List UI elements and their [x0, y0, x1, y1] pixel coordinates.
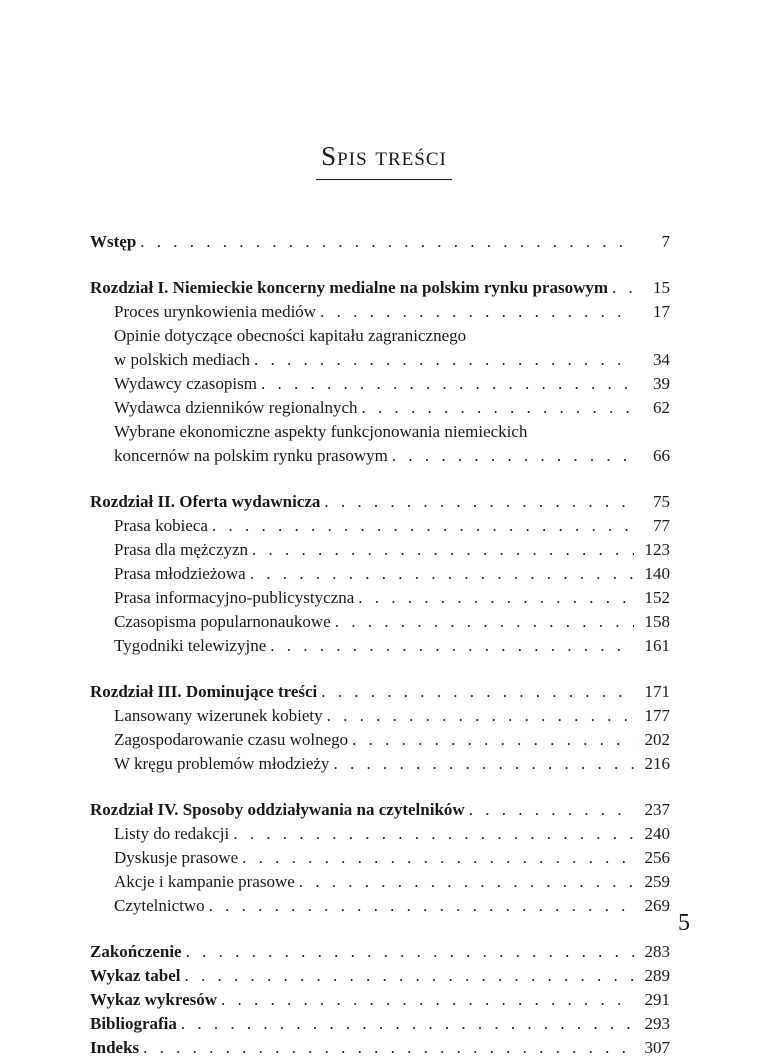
toc-subentry: [90, 894, 670, 918]
dot-leader: [250, 562, 634, 586]
toc-subentry-label: Proces urynkowienia mediów: [114, 302, 317, 321]
toc-subentry: [90, 396, 670, 420]
toc-section: [90, 798, 670, 918]
dot-leader: [469, 798, 634, 822]
toc-subentry-page: 259: [644, 872, 670, 891]
toc-subentry: [90, 728, 670, 752]
toc-subentry-label: Lansowany wizerunek kobiety: [114, 706, 323, 725]
toc-entry-first-line: Wybrane ekonomiczne aspekty funkcjonowania niemieckich: [114, 422, 528, 441]
toc-subentry: [90, 822, 670, 846]
dot-leader: [185, 964, 634, 988]
toc-subentry-page: 39: [653, 374, 670, 393]
toc-chapter-entry-page: 7: [661, 232, 670, 251]
toc-subentry-label: koncernów na polskim rynku prasowym: [114, 446, 388, 465]
toc-section: [90, 276, 670, 468]
toc-subentry-label: Akcje i kampanie prasowe: [114, 872, 295, 891]
toc-subentry-page: 256: [644, 848, 670, 867]
dot-leader: [254, 348, 634, 372]
toc-chapter-entry: [90, 276, 670, 300]
toc-back-matter-entry: [90, 1036, 670, 1060]
toc-subentry-page: 62: [653, 398, 670, 417]
dot-leader: [221, 988, 634, 1012]
toc-subentry-label: Prasa dla mężczyzn: [114, 540, 249, 559]
toc-chapter-entry-label: Rozdział I. Niemieckie koncerny medialne na polskim rynku prasowym: [90, 278, 609, 297]
toc-subentry-page: 140: [644, 564, 670, 583]
toc-back-matter-entry: [90, 940, 670, 964]
title-underline: [316, 179, 452, 180]
toc-subentry-page: 240: [644, 824, 670, 843]
toc-subentry-page: 202: [644, 730, 670, 749]
toc-subentry-label: Wydawca dzienników regionalnych: [114, 398, 358, 417]
toc-subentry-label: Wydawcy czasopism: [114, 374, 257, 393]
toc-subentry: [90, 514, 670, 538]
toc-chapter-entry: [90, 490, 670, 514]
toc-subentry: [90, 300, 670, 324]
toc-subentry-label: Czytelnictwo: [114, 896, 205, 915]
toc-back-matter-entry-label: Wykaz wykresów: [90, 990, 218, 1009]
toc-subentry: [90, 372, 670, 396]
dot-leader: [324, 490, 634, 514]
toc-section: [90, 490, 670, 658]
toc-subentry-page: 152: [644, 588, 670, 607]
dot-leader: [320, 300, 634, 324]
toc-back-matter: [90, 940, 670, 1060]
toc-subentry-label: Prasa informacyjno-publicystyczna: [114, 588, 355, 607]
toc-subentry-page: 269: [644, 896, 670, 915]
dot-leader: [140, 230, 634, 254]
toc-subentry-page: 161: [644, 636, 670, 655]
toc-subentry-label: Zagospodarowanie czasu wolnego: [114, 730, 349, 749]
dot-leader: [299, 870, 634, 894]
toc-back-matter-entry-page: 283: [644, 942, 670, 961]
dot-leader: [327, 704, 634, 728]
toc-subentry: [90, 538, 670, 562]
toc-section: [90, 680, 670, 776]
dot-leader: [212, 514, 634, 538]
toc-chapter-entry: [90, 798, 670, 822]
toc-back-matter-entry-label: Wykaz tabel: [90, 966, 181, 985]
toc-subentry-label: w polskich mediach: [114, 350, 250, 369]
toc-subentry-label: Czasopisma popularnonaukowe: [114, 612, 331, 631]
dot-leader: [335, 610, 634, 634]
dot-leader: [321, 680, 634, 704]
toc-entry-first-line: Opinie dotyczące obecności kapitału zagranicznego: [114, 326, 467, 345]
toc-chapter-entry-page: 171: [644, 682, 670, 701]
toc-subentry-label: Tygodniki telewizyjne: [114, 636, 267, 655]
page-title: Spis treści: [321, 141, 447, 171]
toc-chapter-entry-label: Rozdział III. Dominujące treści: [90, 682, 318, 701]
toc-chapter-entry: [90, 680, 670, 704]
toc-subentry: [90, 704, 670, 728]
toc-subentry: [90, 752, 670, 776]
toc-subentry: [90, 444, 670, 468]
toc-back-matter-entry-page: 307: [644, 1038, 670, 1057]
toc-subentry-page: 123: [644, 540, 670, 559]
dot-leader: [352, 728, 634, 752]
dot-leader: [181, 1012, 634, 1036]
dot-leader: [233, 822, 634, 846]
dot-leader: [242, 846, 634, 870]
toc-subentry-page: 158: [644, 612, 670, 631]
toc-chapter-entry-page: 237: [644, 800, 670, 819]
toc-back-matter-entry: [90, 988, 670, 1012]
toc-back-matter-entry-label: Indeks: [90, 1038, 140, 1057]
toc-back-matter-entry-label: Zakończenie: [90, 942, 182, 961]
toc-back-matter-entry: [90, 1012, 670, 1036]
toc-back-matter-entry-label: Bibliografia: [90, 1014, 177, 1033]
dot-leader: [358, 586, 634, 610]
dot-leader: [362, 396, 635, 420]
toc-subentry-page: 34: [653, 350, 670, 369]
dot-leader: [612, 276, 634, 300]
toc-subentry-label: Listy do redakcji: [114, 824, 230, 843]
toc-subentry-page: 66: [653, 446, 670, 465]
dot-leader: [392, 444, 634, 468]
toc-back-matter-entry: [90, 964, 670, 988]
toc-subentry-label: Prasa młodzieżowa: [114, 564, 246, 583]
dot-leader: [209, 894, 634, 918]
toc-subentry: [90, 846, 670, 870]
dot-leader: [270, 634, 634, 658]
toc-back-matter-entry-page: 291: [644, 990, 670, 1009]
toc-subentry-label: W kręgu problemów młodzieży: [114, 754, 330, 773]
toc-subentry-label: Dyskusje prasowe: [114, 848, 239, 867]
toc-subentry-page: 216: [644, 754, 670, 773]
toc-subentry-page: 177: [644, 706, 670, 725]
toc-chapter-entry-label: Rozdział II. Oferta wydawnicza: [90, 492, 321, 511]
toc-subentry-page: 77: [653, 516, 670, 535]
toc-chapter-entry-label: Wstęp: [90, 232, 137, 251]
toc-back-matter-entry-page: 289: [644, 966, 670, 985]
dot-leader: [143, 1036, 634, 1060]
toc-chapter-entry-page: 15: [653, 278, 670, 297]
table-of-contents: [90, 230, 670, 1060]
toc-subentry: [90, 634, 670, 658]
toc-subentry: [90, 348, 670, 372]
toc-subentry-label: Prasa kobieca: [114, 516, 208, 535]
dot-leader: [186, 940, 634, 964]
toc-subentry: [90, 870, 670, 894]
toc-back-matter-entry-page: 293: [644, 1014, 670, 1033]
dot-leader: [261, 372, 634, 396]
toc-subentry: [90, 586, 670, 610]
page-number: 5: [678, 910, 690, 936]
toc-chapter-entry: [90, 230, 670, 254]
toc-section: [90, 230, 670, 254]
toc-subentry: [90, 562, 670, 586]
dot-leader: [333, 752, 634, 776]
toc-chapter-entry-label: Rozdział IV. Sposoby oddziaływania na czytelników: [90, 800, 465, 819]
toc-subentry: [90, 610, 670, 634]
toc-chapter-entry-page: 75: [653, 492, 670, 511]
toc-subentry-page: 17: [653, 302, 670, 321]
dot-leader: [252, 538, 634, 562]
